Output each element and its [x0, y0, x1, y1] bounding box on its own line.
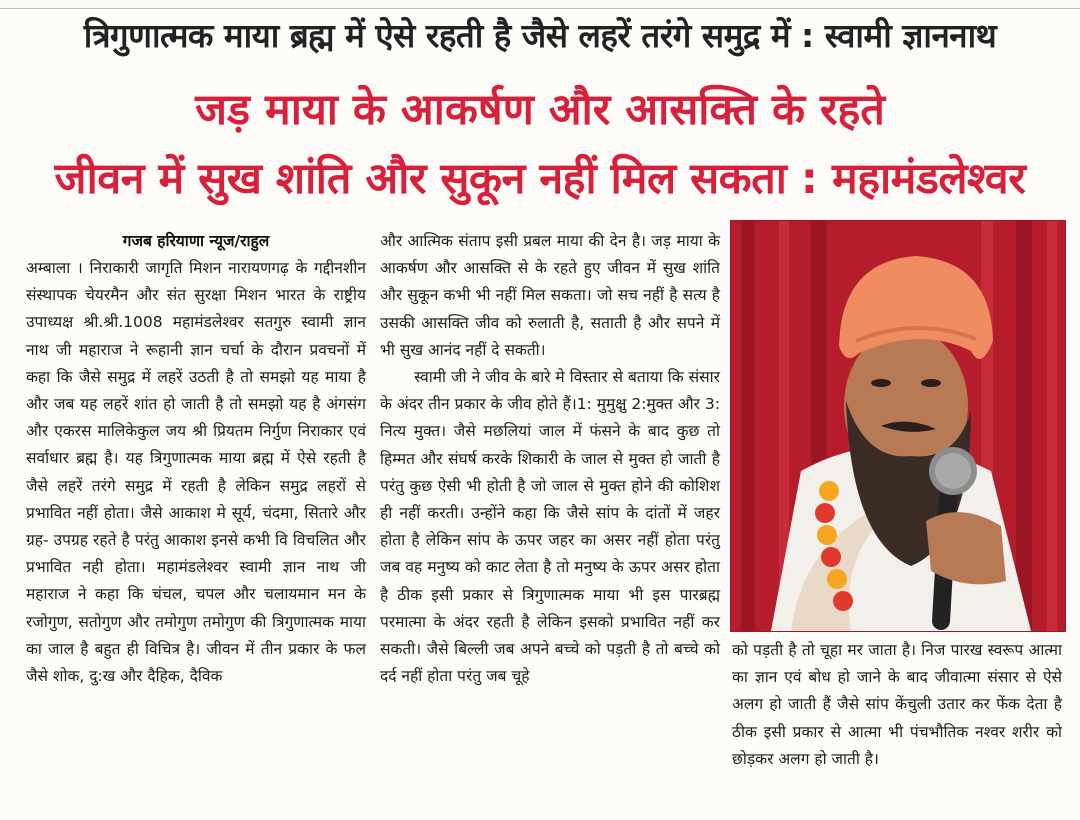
byline: गजब हरियाणा न्यूज/राहुल	[122, 232, 270, 250]
article-column-2	[380, 228, 720, 690]
article-column-3	[732, 637, 1062, 773]
article-paragraph: स्वामी जी ने जीव के बारे मे विस्तार से बताया कि संसार के अंदर तीन प्रकार के जीव होते हैं।1: मुमुक्षु 2:मुक्त और 3: नित्य मुक्त। जैसे मछलियां जाल में फंसने के बाद कुछ तो हिम्मत और संघर्ष करके शिकारी के जाल से मुक्त हो जाती है परंतु कुछ ऐसी भी होती है जो जाल से मुक्त होने की कोशिश ही नहीं करती। उन्होंने कहा कि जैसे सांप के दांतों में जहर होता है लेकिन सांप के ऊपर जहर का असर नहीं होता परंतु जब वह मनुष्य को काट लेता है तो मनुष्य के ऊपर असर होता है ठीक इसी प्रकार से त्रिगुणात्मक माया भी इस पारब्रह्म परमात्मा के अंदर रहती है लेकिन इसको प्रभावित नहीं कर सकती। जैसे बिल्ली जब अपने बच्चे को पड़ती है तो बच्चे को दर्द नहीं होता परंतु जब चूहे	[380, 368, 720, 686]
hand	[926, 512, 1006, 584]
page-top-rule	[0, 0, 1080, 9]
headline-primary: त्रिगुणात्मक माया ब्रह्म में ऐसे रहती है जैसे लहरें तरंगे समुद्र में : स्वामी ज्ञाननाथ	[83, 16, 997, 55]
article-paragraph: और आत्मिक संताप इसी प्रबल माया की देन है। जड़ माया के आकर्षण और आसक्ति से के रहते हुए जीवन में सुख शांति और सुकून कभी भी नहीं मिल सकता। जो सच नहीं है सत्य है उसकी आसक्ति जीव को रुलाती है, सताती है और सपने में भी सुख आनंद नहीं दे सकती।	[380, 232, 720, 359]
article-column-1	[26, 228, 366, 690]
headline-red-line2: जीवन में सुख शांति और सुकून नहीं मिल सकता : महामंडलेश्वर	[54, 154, 1026, 204]
headline-red-line1: जड़ माया के आकर्षण और आसक्ति के रहते	[195, 85, 885, 135]
right-eye	[921, 379, 941, 387]
microphone-grille	[935, 453, 971, 489]
article-paragraph: को पड़ती है तो चूहा मर जाता है। निज पारख स्वरूप आत्मा का ज्ञान एवं बोध हो जाने के बाद जीवात्मा संसार से ऐसे अलग हो जाती हैं जैसे सांप केंचुली उतार कर फेंक देता है ठीक इसी प्रकार से आत्मा भी पंचभौतिक नश्वर शरीर को छोड़कर अलग हो जाती है।	[732, 641, 1062, 768]
speaker-photo	[730, 220, 1066, 632]
speaker-photo-illustration	[731, 221, 1065, 631]
article-paragraph: अम्बाला । निराकारी जागृति मिशन नारायणगढ़ के गद्दीनशीन संस्थापक चेयरमैन और संत सुरक्षा मिशन भारत के राष्ट्रीय उपाध्यक्ष श्री.श्री.1008 महामंडलेश्वर सतगुरु स्वामी ज्ञान नाथ जी महाराज ने रूहानी ज्ञान चर्चा के दौरान प्रवचनों में कहा कि जैसे समुद्र में लहरें उठती है तो समझो यह माया है और जब यह लहरें शांत हो जाती है तो समझो यह है अंगसंग और एकरस मालिकेकुल जय श्री प्रियतम निर्गुण निराकार एवं सर्वाधार ब्रह्म है। यह त्रिगुणात्मक माया ब्रह्म में ऐसे रहती है जैसे लहरें तरंगे समुद्र में रहती है लेकिन समुद्र लहरों से प्रभावित नहीं होता। जैसे आकाश मे सूर्य, चंदमा, सितारे और ग्रह- उपग्रह रहते है परंतु आकाश इनसे कभी वि विचलित और प्रभावित नही होता। महामंडलेश्वर स्वामी ज्ञान नाथ जी महाराज ने कहा कि चंचल, चपल और चलायमान मन के रजोगुण, सतोगुण और तमोगुण तमोगुण की त्रिगुणात्मक माया का जाल है बहुत ही विचित्र है। जीवन में तीन प्रकार के फल जैसे शोक, दु:ख और दैहिक, दैविक	[26, 259, 366, 686]
left-eye	[871, 379, 891, 387]
